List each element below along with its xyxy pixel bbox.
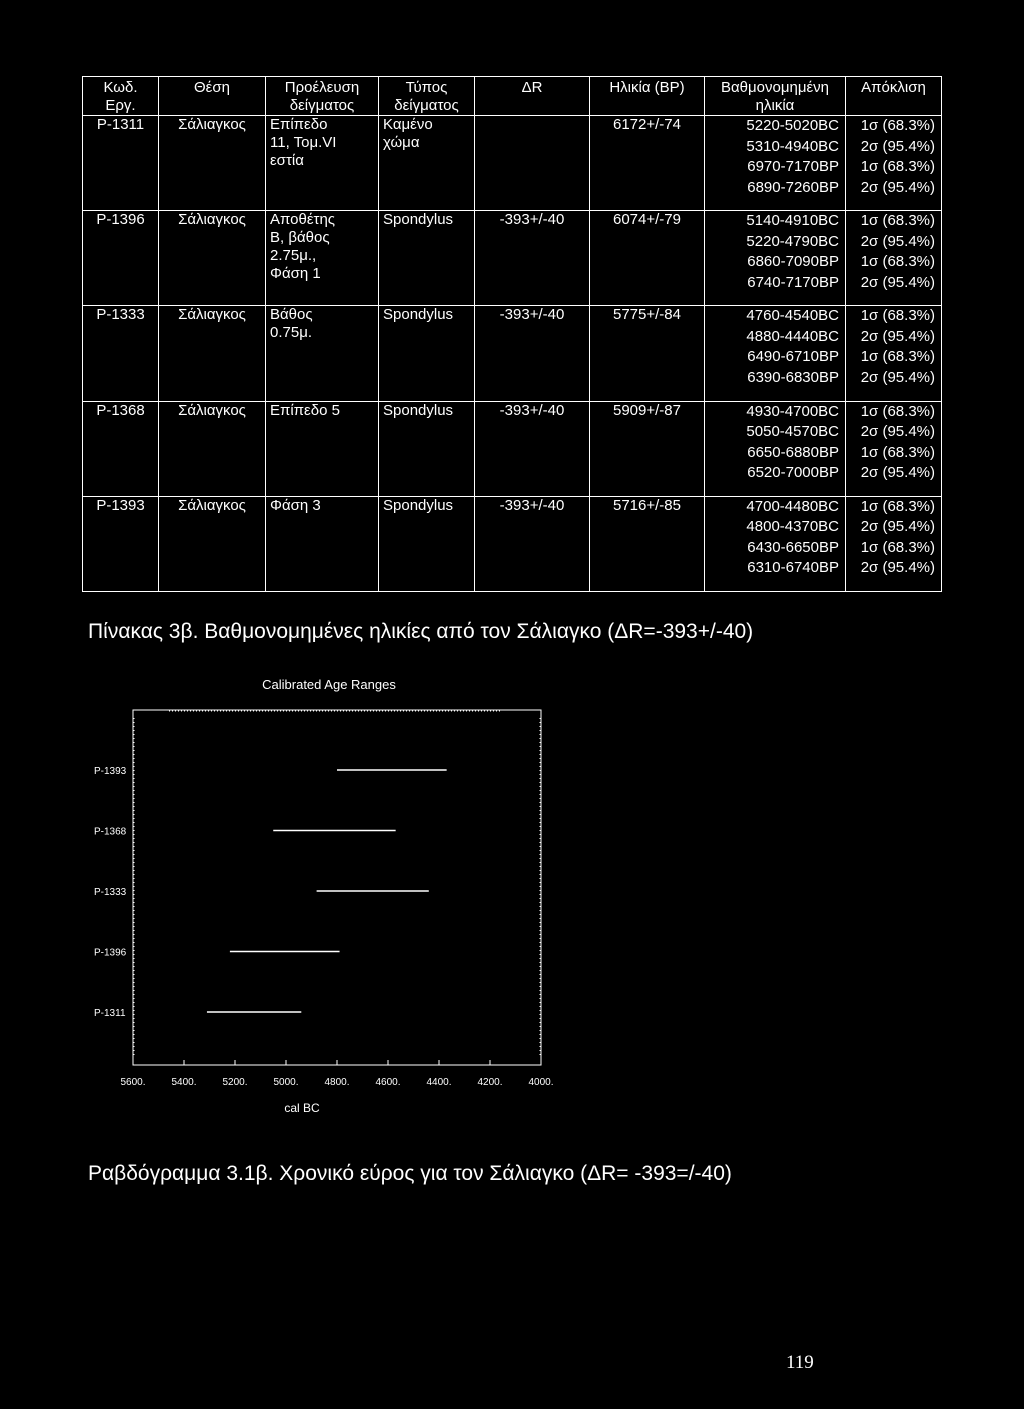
table-body bbox=[83, 116, 942, 592]
cell-age: 5775+/-84 bbox=[590, 306, 705, 401]
header-age: Ηλικία (ΒΡ) bbox=[590, 77, 705, 116]
cell-site: Σάλιαγκος bbox=[159, 211, 266, 306]
cell-calibrated-line: 6890-7260BP bbox=[747, 178, 839, 196]
cell-site: Σάλιαγκος bbox=[159, 496, 266, 591]
cell-calibrated bbox=[705, 401, 846, 496]
cell-calibrated-line: 5220-5020BC bbox=[746, 117, 839, 134]
table-caption: Πίνακας 3β. Βαθμονομημένες ηλικίες από τον Σάλιαγκο (ΔR=-393+/-40) bbox=[88, 620, 754, 643]
cell-calibrated-line: 6740-7170BP bbox=[747, 273, 839, 291]
cell-deviation-line: 1σ (68.3%) bbox=[860, 497, 935, 515]
table-row bbox=[83, 211, 942, 306]
cell-calibrated-line: 6970-7170BP bbox=[747, 158, 839, 175]
table-row bbox=[83, 306, 942, 401]
cell-deviation-line: 2σ (95.4%) bbox=[860, 423, 935, 441]
cell-type: Καμένο χώμα bbox=[379, 116, 475, 211]
cell-code: P-1396 bbox=[83, 211, 159, 306]
cell-type: Spondylus bbox=[379, 211, 475, 306]
cell-calibrated-line: 6860-7090BP bbox=[747, 253, 839, 271]
header-site: Θέση bbox=[159, 77, 266, 116]
header-calibrated: Βαθμονομημένη ηλικία bbox=[705, 77, 846, 116]
cell-age: 5909+/-87 bbox=[590, 401, 705, 496]
cell-deviation-line: 2σ (95.4%) bbox=[860, 464, 935, 482]
cell-dr: -393+/-40 bbox=[475, 211, 590, 306]
table-row bbox=[83, 401, 942, 496]
cell-calibrated-line: 4700-4480BC bbox=[746, 497, 839, 515]
cell-code: P-1368 bbox=[83, 401, 159, 496]
cell-site: Σάλιαγκος bbox=[159, 401, 266, 496]
cell-calibrated-line: 6430-6650BP bbox=[747, 538, 839, 556]
cell-type: Spondylus bbox=[379, 401, 475, 496]
cell-calibrated-line: 4880-4440BC bbox=[746, 327, 839, 345]
x-tick-label: 5400. bbox=[171, 1077, 197, 1088]
cell-deviation bbox=[846, 496, 942, 591]
cell-deviation-line: 1σ (68.3%) bbox=[860, 402, 935, 420]
cell-deviation-line: 2σ (95.4%) bbox=[860, 559, 935, 577]
cell-origin: Αποθέτης Β, βάθος 2.75μ., Φάση 1 bbox=[266, 211, 379, 306]
cell-deviation-line: 2σ (95.4%) bbox=[860, 232, 935, 250]
cell-calibrated-line: 5140-4910BC bbox=[746, 212, 839, 230]
cell-deviation-line: 2σ (95.4%) bbox=[860, 137, 935, 155]
cell-deviation-line: 1σ (68.3%) bbox=[860, 538, 935, 556]
cell-calibrated-line: 5050-4570BC bbox=[746, 423, 839, 441]
x-tick-label: 4000. bbox=[528, 1077, 554, 1088]
cell-origin: Επίπεδο 11, Τομ.VI εστία bbox=[266, 116, 379, 211]
cell-deviation-line: 1σ (68.3%) bbox=[860, 348, 935, 366]
cell-deviation-line: 1σ (68.3%) bbox=[860, 253, 935, 271]
cell-deviation-line: 1σ (68.3%) bbox=[860, 158, 935, 175]
cell-age: 5716+/-85 bbox=[590, 496, 705, 591]
cell-origin: Επίπεδο 5 bbox=[266, 401, 379, 496]
x-tick-label: 5200. bbox=[222, 1077, 248, 1088]
cell-calibrated bbox=[705, 306, 846, 401]
cell-deviation-line: 2σ (95.4%) bbox=[860, 273, 935, 291]
header-code: Κωδ. Εργ. bbox=[83, 77, 159, 116]
x-tick-label: 4600. bbox=[375, 1077, 401, 1088]
category-label: P-1333 bbox=[94, 887, 127, 898]
header-type: Τύπος δείγματος bbox=[379, 77, 475, 116]
x-tick-label: 4200. bbox=[477, 1077, 503, 1088]
x-tick-label: 4400. bbox=[426, 1077, 452, 1088]
cell-site: Σάλιαγκος bbox=[159, 116, 266, 211]
cell-deviation-line: 2σ (95.4%) bbox=[860, 518, 935, 536]
table-header-row bbox=[83, 77, 942, 116]
cell-calibrated bbox=[705, 211, 846, 306]
cell-origin: Φάση 3 bbox=[266, 496, 379, 591]
cell-age: 6074+/-79 bbox=[590, 211, 705, 306]
cell-calibrated-line: 4930-4700BC bbox=[746, 402, 839, 420]
header-deviation: Απόκλιση bbox=[846, 77, 942, 116]
cell-deviation bbox=[846, 401, 942, 496]
x-axis-label: cal BC bbox=[284, 1101, 320, 1115]
cell-calibrated-line: 4800-4370BC bbox=[746, 518, 839, 536]
cell-calibrated-line: 6390-6830BP bbox=[747, 368, 839, 386]
cell-origin: Βάθος 0.75μ. bbox=[266, 306, 379, 401]
cell-code: P-1333 bbox=[83, 306, 159, 401]
cell-site: Σάλιαγκος bbox=[159, 306, 266, 401]
table-row bbox=[83, 496, 942, 591]
cell-deviation-line: 1σ (68.3%) bbox=[860, 212, 935, 230]
cell-calibrated bbox=[705, 496, 846, 591]
cell-deviation bbox=[846, 306, 942, 401]
chart-title: Calibrated Age Ranges bbox=[262, 677, 396, 692]
calibrated-age-ranges-chart bbox=[0, 660, 1024, 1120]
cell-calibrated-line: 6490-6710BP bbox=[747, 348, 839, 366]
chart-caption: Ραβδόγραμμα 3.1β. Χρονικό εύρος για τον Σάλιαγκο (ΔR= -393=/-40) bbox=[88, 1162, 732, 1185]
cell-code: P-1311 bbox=[83, 116, 159, 211]
cell-deviation bbox=[846, 211, 942, 306]
cell-code: P-1393 bbox=[83, 496, 159, 591]
cell-deviation-line: 1σ (68.3%) bbox=[860, 443, 935, 461]
cell-deviation-line: 1σ (68.3%) bbox=[860, 117, 935, 134]
plot-frame bbox=[133, 710, 541, 1065]
header-dr: ΔR bbox=[475, 77, 590, 116]
category-label: P-1311 bbox=[94, 1008, 126, 1019]
calibrated-ages-table bbox=[82, 76, 942, 592]
cell-calibrated-line: 6520-7000BP bbox=[747, 464, 839, 482]
x-tick-label: 5000. bbox=[273, 1077, 299, 1088]
cell-dr bbox=[475, 116, 590, 211]
category-label: P-1368 bbox=[94, 826, 127, 838]
table-row bbox=[83, 116, 942, 211]
cell-dr: -393+/-40 bbox=[475, 306, 590, 401]
cell-dr: -393+/-40 bbox=[475, 496, 590, 591]
cell-age: 6172+/-74 bbox=[590, 116, 705, 211]
cell-deviation-line: 2σ (95.4%) bbox=[860, 178, 935, 196]
cell-calibrated-line: 5220-4790BC bbox=[746, 232, 839, 250]
page-number: 119 bbox=[786, 1352, 814, 1373]
cell-deviation bbox=[846, 116, 942, 211]
cell-deviation-line: 2σ (95.4%) bbox=[860, 327, 935, 345]
x-tick-label: 5600. bbox=[120, 1077, 146, 1088]
cell-type: Spondylus bbox=[379, 306, 475, 401]
cell-calibrated-line: 4760-4540BC bbox=[746, 307, 839, 325]
header-origin: Προέλευση δείγματος bbox=[266, 77, 379, 116]
cell-calibrated-line: 6310-6740BP bbox=[747, 559, 839, 577]
table-header bbox=[83, 77, 942, 116]
cell-deviation-line: 2σ (95.4%) bbox=[860, 368, 935, 386]
category-label: P-1396 bbox=[94, 947, 127, 959]
cell-deviation-line: 1σ (68.3%) bbox=[860, 307, 935, 325]
cell-type: Spondylus bbox=[379, 496, 475, 591]
x-tick-label: 4800. bbox=[324, 1077, 350, 1088]
cell-dr: -393+/-40 bbox=[475, 401, 590, 496]
cell-calibrated-line: 5310-4940BC bbox=[746, 137, 839, 155]
cell-calibrated-line: 6650-6880BP bbox=[747, 443, 839, 461]
cell-calibrated bbox=[705, 116, 846, 211]
category-label: P-1393 bbox=[94, 766, 127, 777]
